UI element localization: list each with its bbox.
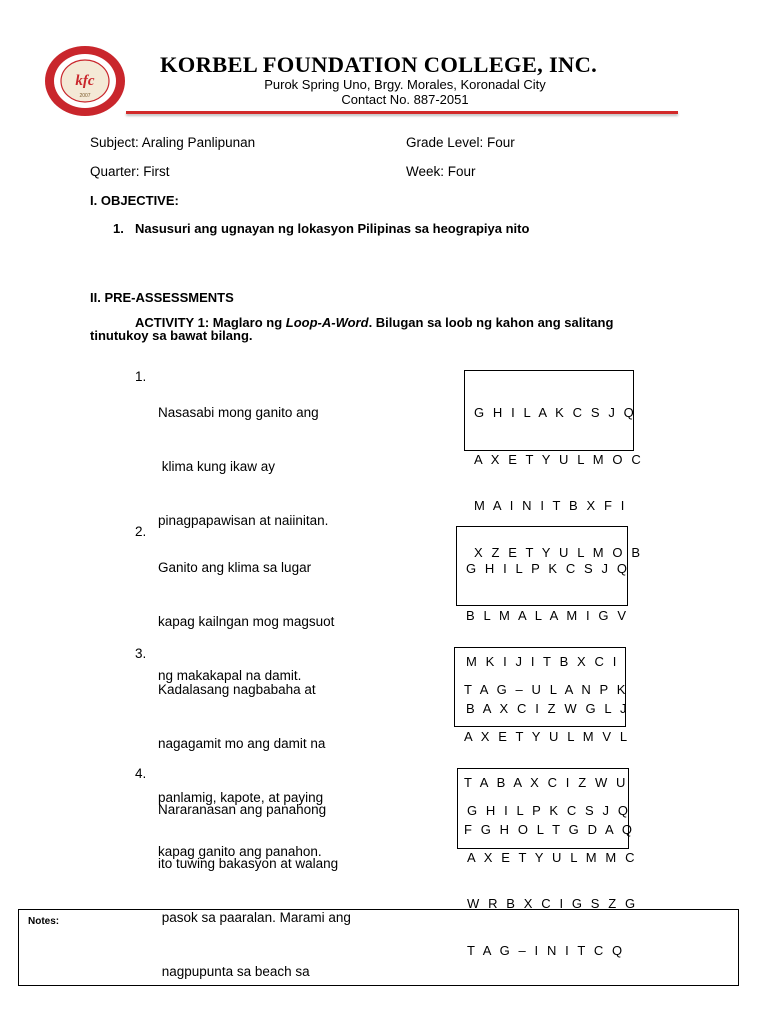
activity-italic-term: Loop-A-Word bbox=[285, 315, 369, 330]
item-line: ng makakapal na damit. bbox=[158, 668, 302, 683]
grid-row: M K I J I T B X C I bbox=[466, 654, 619, 669]
item-line: klima kung ikaw ay bbox=[158, 459, 276, 474]
word-grid[interactable] bbox=[464, 370, 644, 560]
item-line: ito tuwing bakasyon at walang bbox=[158, 856, 339, 871]
logo-year: 2007 bbox=[79, 93, 91, 99]
quarter-label: Quarter: First bbox=[90, 164, 170, 179]
objective-text: Nasusuri ang ugnayan ng lokasyon Pilipinas sa heograpiya nito bbox=[135, 221, 530, 236]
item-line: pasok sa paaralan. Marami ang bbox=[158, 910, 351, 925]
grid-row: W R B X C I G S Z G bbox=[467, 896, 638, 911]
item-line: kapag kailngan mog magsuot bbox=[158, 614, 335, 629]
item-number: 3. bbox=[135, 646, 147, 661]
objective-number: 1. bbox=[113, 221, 124, 236]
week-label: Week: Four bbox=[406, 164, 476, 179]
pre-assessment-heading: II. PRE-ASSESSMENTS bbox=[90, 290, 234, 305]
objective-heading: I. OBJECTIVE: bbox=[90, 193, 179, 208]
subject-label: Subject: Araling Panlipunan bbox=[90, 135, 256, 150]
grid-row: B L M A L A M I G V bbox=[466, 607, 629, 623]
grid-row: X Z E T Y U L M O B bbox=[474, 544, 643, 560]
item-question bbox=[158, 368, 328, 548]
activity-text-b: . Bilugan sa loob ng kahon ang salitang bbox=[368, 315, 614, 330]
item-line: Ganito ang klima sa lugar bbox=[158, 560, 312, 575]
college-contact: Contact No. 887-2051 bbox=[341, 92, 469, 107]
item-line: nagpupunta sa beach sa bbox=[158, 964, 310, 979]
grade-level-label: Grade Level: Four bbox=[406, 135, 515, 150]
item-line: pinagpapawisan at naiinitan. bbox=[158, 513, 329, 528]
grid-row: A X E T Y U L M O C bbox=[474, 451, 644, 467]
header-divider bbox=[126, 111, 678, 114]
item-number: 1. bbox=[135, 369, 147, 384]
item-line: Nasasabi mong ganito ang bbox=[158, 405, 319, 420]
item-number: 2. bbox=[135, 524, 147, 539]
item-line: kapag ganito ang panahon. bbox=[158, 844, 322, 859]
grid-row: M A I N I T B X F I bbox=[474, 498, 627, 513]
college-name: KORBEL FOUNDATION COLLEGE, INC. bbox=[160, 52, 598, 77]
word-grid[interactable] bbox=[457, 768, 638, 958]
grid-row: T A B A X C I Z W U bbox=[464, 775, 629, 790]
notes-label: Notes: bbox=[28, 916, 60, 927]
grid-row: B A X C I Z W G L J bbox=[466, 700, 630, 716]
activity-text-a: Maglaro ng bbox=[212, 315, 283, 330]
activity-label: ACTIVITY 1: bbox=[135, 315, 210, 330]
item-line: nagagamit mo ang damit na bbox=[158, 736, 326, 751]
grid-row: G H I L P K C S J Q bbox=[467, 803, 631, 818]
grid-row: F G H O L T G D A Q bbox=[464, 821, 635, 837]
notes-box[interactable] bbox=[18, 909, 739, 986]
grid-row: T A G – I N I T C Q bbox=[467, 942, 625, 958]
grid-row: G H I L P K C S J Q bbox=[466, 561, 630, 576]
activity-text-c: tinutukoy sa bawat bilang. bbox=[90, 328, 253, 343]
college-logo bbox=[44, 45, 126, 117]
grid-row: T A G – U L A N P K bbox=[464, 682, 629, 697]
grid-row: A X E T Y U L M M C bbox=[467, 849, 638, 865]
item-line: Kadalasang nagbabaha at bbox=[158, 682, 316, 697]
college-address: Purok Spring Uno, Brgy. Morales, Koronadal City bbox=[264, 77, 546, 92]
grid-row: A X E T Y U L M V L bbox=[464, 728, 630, 744]
item-line: panlamig, kapote, at paying bbox=[158, 790, 324, 805]
item-number: 4. bbox=[135, 766, 147, 781]
logo-initials: kfc bbox=[75, 73, 95, 89]
grid-row: G H I L A K C S J Q bbox=[474, 405, 637, 420]
item-line: Nararanasan ang panahong bbox=[158, 802, 327, 817]
